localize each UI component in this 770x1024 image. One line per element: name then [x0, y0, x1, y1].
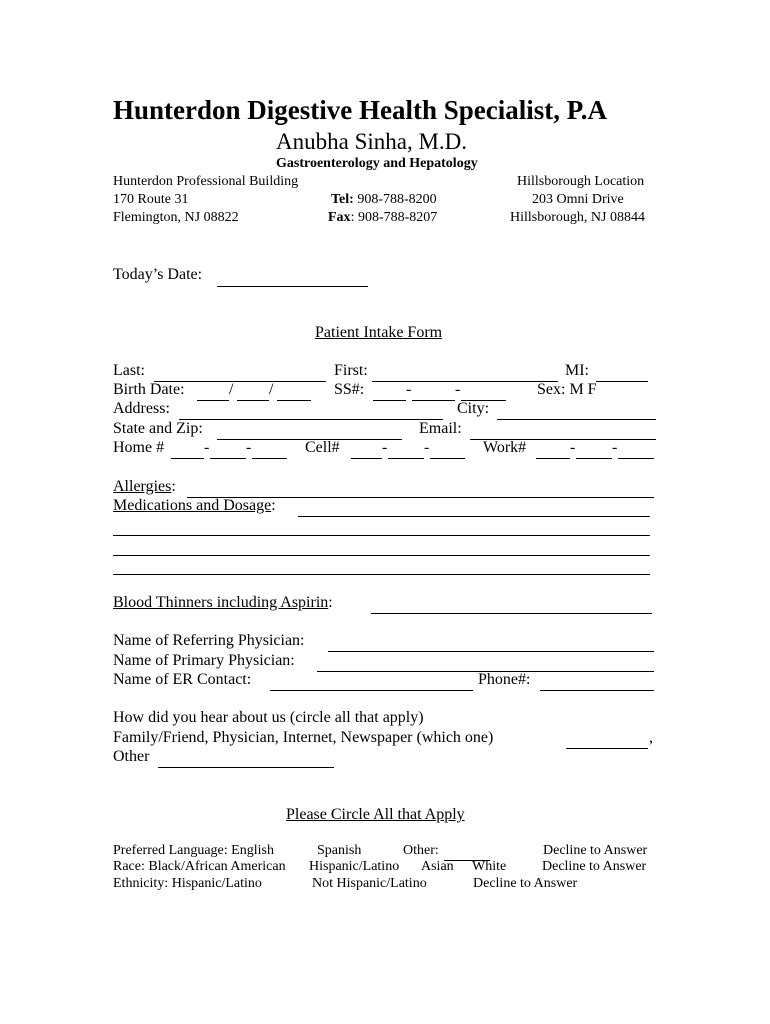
birth-date-label: Birth Date: [113, 381, 185, 398]
race-white[interactable]: White [472, 859, 507, 874]
allergies-label [113, 478, 176, 496]
doctor-name: Anubha Sinha, M.D. [276, 129, 468, 154]
work-part1-field[interactable] [536, 458, 570, 459]
todays-date-label: Today’s Date: [113, 266, 203, 283]
hear-about-label: How did you hear about us (circle all that apply) [113, 709, 424, 726]
office-tel [331, 192, 437, 208]
primary-physician-label: Name of Primary Physician: [113, 652, 295, 669]
language-label: Preferred Language: English [113, 843, 274, 858]
state-zip-label: State and Zip: [113, 420, 203, 437]
address-label: Address: [113, 400, 170, 417]
medications-line-4[interactable] [113, 574, 650, 575]
cell-dash-2: - [424, 439, 430, 456]
referring-physician-field[interactable] [328, 651, 654, 652]
phone-label: Phone#: [478, 671, 531, 688]
medications-line-3[interactable] [113, 555, 650, 556]
practice-name: Hunterdon Digestive Health Specialist, P.A [113, 95, 608, 125]
cell-dash-1: - [382, 439, 388, 456]
blood-thinners-label [113, 594, 333, 612]
cell-part2-field[interactable] [388, 458, 424, 459]
er-contact-field[interactable] [270, 690, 473, 691]
work-dash-1: - [570, 439, 576, 456]
birth-year-field[interactable] [277, 400, 311, 401]
office-left-line3: Flemington, NJ 08822 [113, 210, 239, 225]
language-decline[interactable]: Decline to Answer [543, 843, 648, 858]
medications-line-2[interactable] [113, 535, 650, 536]
birth-day-field[interactable] [237, 400, 269, 401]
medications-label [113, 497, 276, 515]
phone-field[interactable] [540, 690, 654, 691]
tel-label: Tel: [331, 192, 354, 207]
medications-field[interactable] [298, 516, 650, 517]
newspaper-field[interactable] [566, 748, 648, 749]
city-field[interactable] [497, 419, 656, 420]
other-field[interactable] [158, 767, 334, 768]
ss-dash-1: - [406, 381, 412, 398]
ss-part1-field[interactable] [373, 400, 406, 401]
blood-thinners-field[interactable] [371, 613, 652, 614]
home-dash-2: - [246, 439, 252, 456]
birth-slash-1: / [229, 381, 234, 398]
ethnicity-not-hispanic[interactable]: Not Hispanic/Latino [312, 876, 427, 891]
ethnicity-decline[interactable]: Decline to Answer [473, 876, 578, 891]
ethnicity-label: Ethnicity: Hispanic/Latino [113, 876, 262, 891]
office-left-line1: Hunterdon Professional Building [113, 174, 299, 189]
hear-options: Family/Friend, Physician, Internet, Newspaper (which one) [113, 729, 494, 746]
circle-title: Please Circle All that Apply [286, 806, 465, 823]
ss-dash-2: - [455, 381, 461, 398]
home-part3-field[interactable] [252, 458, 287, 459]
hear-comma: , [649, 729, 653, 746]
other-label: Other [113, 748, 150, 765]
blood-thinners-colon: : [328, 594, 333, 611]
mi-label: MI: [565, 362, 589, 379]
cell-part3-field[interactable] [430, 458, 465, 459]
race-hispanic[interactable]: Hispanic/Latino [309, 859, 400, 874]
ss-part2-field[interactable] [412, 400, 455, 401]
office-right-line3: Hillsborough, NJ 08844 [510, 210, 645, 225]
birth-month-field[interactable] [197, 400, 229, 401]
work-part2-field[interactable] [576, 458, 612, 459]
allergies-text: Allergies [113, 478, 172, 495]
home-part2-field[interactable] [210, 458, 246, 459]
home-dash-1: - [204, 439, 210, 456]
er-contact-label: Name of ER Contact: [113, 671, 252, 688]
work-dash-2: - [612, 439, 618, 456]
allergies-colon: : [171, 478, 176, 495]
office-right-line2: 203 Omni Drive [532, 192, 624, 207]
fax-label: Fax [328, 210, 351, 225]
home-part1-field[interactable] [171, 458, 204, 459]
first-label: First: [334, 362, 368, 379]
address-field[interactable] [179, 419, 443, 420]
medications-text: Medications and Dosage [113, 497, 272, 514]
email-label: Email: [419, 420, 462, 437]
form-title: Patient Intake Form [315, 324, 443, 341]
last-label: Last: [113, 362, 145, 379]
race-asian[interactable]: Asian [421, 859, 454, 874]
home-label: Home # [113, 439, 165, 456]
cell-label: Cell# [305, 439, 340, 456]
specialty: Gastroenterology and Hepatology [276, 156, 478, 171]
birth-slash-2: / [269, 381, 274, 398]
tel-value: 908-788-8200 [353, 192, 437, 207]
office-fax [328, 210, 437, 226]
referring-physician-label: Name of Referring Physician: [113, 632, 305, 649]
city-label: City: [457, 400, 490, 417]
race-label: Race: Black/African American [113, 859, 286, 874]
language-spanish[interactable]: Spanish [317, 843, 362, 858]
language-other-label: Other: [403, 843, 439, 858]
medications-colon: : [271, 497, 276, 514]
office-right-line1: Hillsborough Location [517, 174, 645, 189]
first-field[interactable] [372, 381, 558, 382]
cell-part1-field[interactable] [351, 458, 382, 459]
sex-label: Sex: M F [537, 381, 597, 398]
office-left-line2: 170 Route 31 [113, 192, 189, 207]
mi-field[interactable] [596, 381, 648, 382]
ss-label: SS#: [334, 381, 365, 398]
blood-thinners-text: Blood Thinners including Aspirin [113, 594, 329, 611]
race-decline[interactable]: Decline to Answer [542, 859, 647, 874]
work-label: Work# [483, 439, 527, 456]
todays-date-field[interactable] [217, 286, 368, 287]
fax-value: : 908-788-8207 [350, 210, 438, 225]
work-part3-field[interactable] [618, 458, 654, 459]
